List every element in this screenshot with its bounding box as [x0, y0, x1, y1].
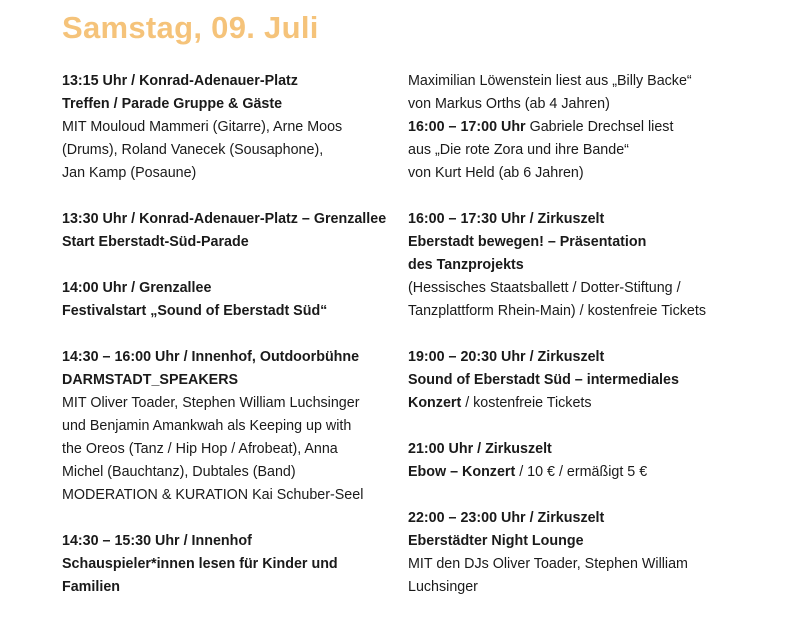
- event-description: MIT Oliver Toader, Stephen William Luchsinger: [62, 395, 360, 411]
- event-reader: Gabriele Drechsel liest: [525, 119, 674, 135]
- event-description: MODERATION & KURATION Kai Schuber-Seel: [62, 487, 364, 503]
- event-description: aus „Die rote Zora und ihre Bande“: [408, 142, 629, 158]
- event-description: von Kurt Held (ab 6 Jahren): [408, 165, 584, 181]
- event-entry: [62, 346, 400, 507]
- event-time-location: 13:30 Uhr / Konrad-Adenauer-Platz – Grenzallee: [62, 211, 387, 227]
- program-column-left: [62, 70, 400, 622]
- event-title: Start Eberstadt-Süd-Parade: [62, 234, 249, 250]
- event-title: Treffen / Parade Gruppe & Gäste: [62, 96, 283, 112]
- event-title-line: [408, 392, 788, 415]
- event-description: Michel (Bauchtanz), Dubtales (Band): [62, 464, 296, 480]
- event-time: 16:00 – 17:00 Uhr: [408, 119, 526, 135]
- event-title: Familien: [62, 579, 120, 595]
- event-entry: [408, 507, 788, 599]
- event-title: Sound of Eberstadt Süd – intermediales: [408, 372, 679, 388]
- event-time-location: 21:00 Uhr / Zirkuszelt: [408, 441, 552, 457]
- event-time-location: 22:00 – 23:00 Uhr / Zirkuszelt: [408, 510, 605, 526]
- event-description: MIT den DJs Oliver Toader, Stephen William: [408, 556, 688, 572]
- event-description: und Benjamin Amankwah als Keeping up with: [62, 418, 352, 434]
- event-ticket-info: / 10 € / ermäßigt 5 €: [515, 464, 648, 480]
- event-description: Jan Kamp (Posaune): [62, 165, 197, 181]
- event-entry: [62, 70, 400, 185]
- event-time-location: 14:00 Uhr / Grenzallee: [62, 280, 212, 296]
- event-time-location: 16:00 – 17:30 Uhr / Zirkuszelt: [408, 211, 605, 227]
- event-title: DARMSTADT_SPEAKERS: [62, 372, 239, 388]
- event-time-location: 13:15 Uhr / Konrad-Adenauer-Platz: [62, 73, 298, 89]
- event-time-location: 19:00 – 20:30 Uhr / Zirkuszelt: [408, 349, 605, 365]
- event-entry: [408, 208, 788, 323]
- event-title: Schauspieler*innen lesen für Kinder und: [62, 556, 338, 572]
- event-time-location: 14:30 – 16:00 Uhr / Innenhof, Outdoorbühne: [62, 349, 360, 365]
- event-title: des Tanzprojekts: [408, 257, 524, 273]
- event-entry: [408, 70, 788, 185]
- event-time-location: 14:30 – 15:30 Uhr / Innenhof: [62, 533, 252, 549]
- event-entry: [408, 438, 788, 484]
- event-description: MIT Mouloud Mammeri (Gitarre), Arne Moos: [62, 119, 343, 135]
- event-entry: [62, 277, 400, 323]
- event-entry: [408, 346, 788, 415]
- event-entry: [62, 530, 400, 599]
- event-description: Maximilian Löwenstein liest aus „Billy Backe“: [408, 73, 692, 89]
- event-title: Eberstädter Night Lounge: [408, 533, 584, 549]
- event-description: von Markus Orths (ab 4 Jahren): [408, 96, 610, 112]
- event-description: [408, 116, 788, 139]
- event-entry: [62, 208, 400, 254]
- event-description: the Oreos (Tanz / Hip Hop / Afrobeat), Anna: [62, 441, 338, 457]
- event-description: Luchsinger: [408, 579, 478, 595]
- event-title: Konzert: [408, 395, 462, 411]
- event-title: Festivalstart „Sound of Eberstadt Süd“: [62, 303, 328, 319]
- event-title: Eberstadt bewegen! – Präsentation: [408, 234, 647, 250]
- page-title: Samstag, 09. Juli: [62, 10, 319, 45]
- event-ticket-info: / kostenfreie Tickets: [461, 395, 592, 411]
- event-description: (Drums), Roland Vanecek (Sousaphone),: [62, 142, 324, 158]
- event-title: Ebow – Konzert: [408, 464, 516, 480]
- event-title-line: [408, 461, 788, 484]
- event-description: (Hessisches Staatsballett / Dotter-Stiftung /: [408, 280, 681, 296]
- program-column-right: [408, 70, 788, 622]
- event-description: Tanzplattform Rhein-Main) / kostenfreie Tickets: [408, 303, 706, 319]
